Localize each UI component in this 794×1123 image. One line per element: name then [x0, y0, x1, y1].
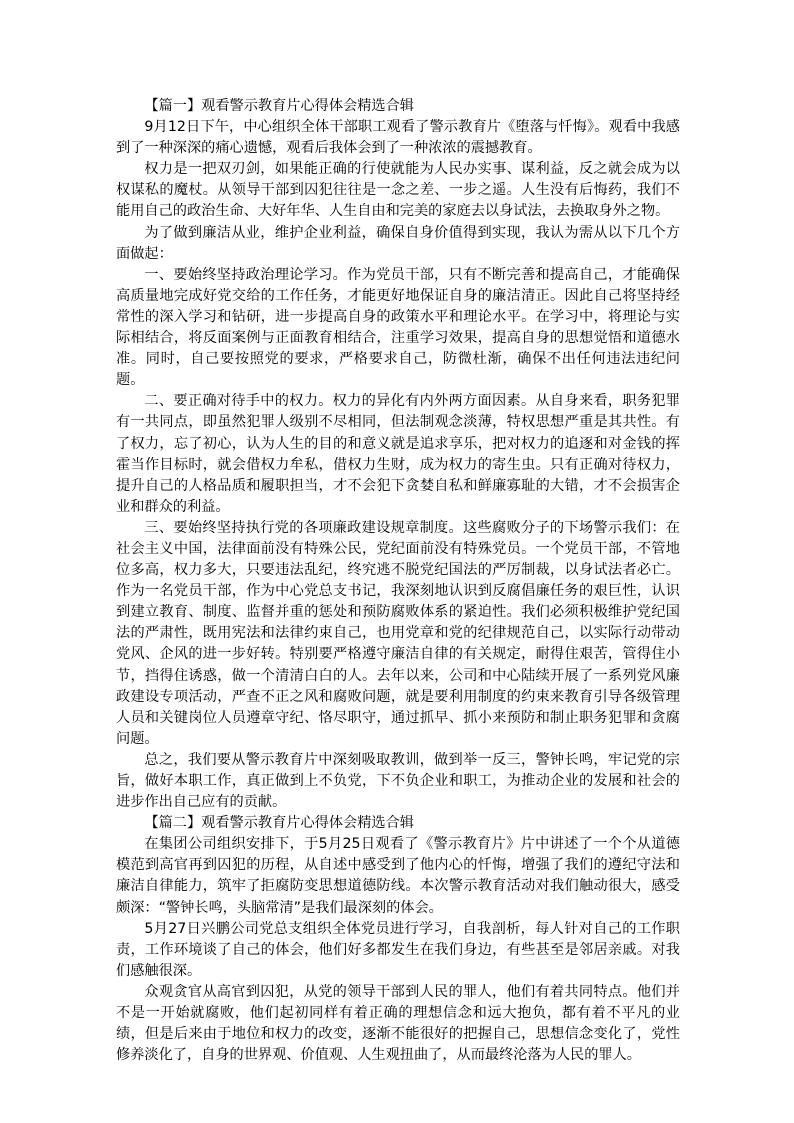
section-1-paragraph-6: 三、要始终坚持执行党的各项廉政建设规章制度。这些腐败分子的下场警示我们：在社会主义中国，法律面前没有特殊公民，党纪面前没有特殊党员。一个党员干部，不管地位多高，权力多大，只要违法乱纪，终究逃不脱党纪国法的严厉制裁，以身试法者必亡。作为一名党员干部，作为中心党总支书记，我深刻地认识到反腐倡廉任务的艰巨性，认识到建立教育、制度、监督并重的惩处和预防腐败体系的紧迫性。我们必须积极维护党纪国法的严肃性，既用宪法和法律约束自己，也用党章和党的纪律规范自己，以实际行动带动党风、企风的进一步好转。特别要严格遵守廉洁自律的有关规定，耐得住艰苦，管得住小节，挡得住诱惑，做一个清清白白的人。去年以来，公司和中心陆续开展了一系列党风廉政建设专项活动，严查不正之风和腐败问题，就是要利用制度的约束来教育引导各级管理人员和关键岗位人员遵章守纪、恪尽职守，通过抓早、抓小来预防和制止职务犯罪和贪腐问题。 [116, 519, 680, 747]
section-1-paragraph-1: 9月12日下午，中心组织全体干部职工观看了警示教育片《堕落与忏悔》。观看中我感到了一种深深的痛心遗憾，观看后我体会到了一种浓浓的震撼教育。 [116, 119, 680, 157]
section-2-title: 【篇二】观看警示教育片心得体会精选合辑 [144, 815, 414, 832]
section-1-paragraph-3: 为了做到廉洁从业，维护企业利益，确保自身价值得到实现，我认为需从以下几个方面做起： [116, 224, 680, 262]
section-2-paragraph-3: 众观贪官从高官到囚犯，从党的领导干部到人民的罪人，他们有着共同特点。他们并不是一开始就腐败，他们起初同样有着正确的理想信念和远大抱负，都有着不平凡的业绩，但是后来由于地位和权力的改变，逐渐不能很好的把握自己，思想信念变化了，党性修养淡化了，自身的世界观、价值观、人生观扭曲了，从而最终沦落为人民的罪人。 [116, 983, 680, 1064]
section-1-title: 【篇一】观看警示教育片心得体会精选合辑 [144, 98, 414, 114]
section-2-paragraph-1: 在集团公司组织安排下，于5月25日观看了《警示教育片》片中讲述了一个个从道德模范到高官再到囚犯的历程，从自述中感受到了他内心的忏悔，增强了我们的遵纪守法和廉洁自律能力，筑牢了拒腐防变思想道德防线。本次警示教育活动对我们触动很大，感受颇深：“警钟长鸣，头脑常清”是我们最深刻的体会。 [116, 836, 680, 916]
section-1-paragraph-5: 二、要正确对待手中的权力。权力的异化有内外两方面因素。从自身来看，职务犯罪有一共同点，即虽然犯罪人级别不尽相同，但法制观念淡薄，特权思想严重是其共性。有了权力，忘了初心，认为人生的目的和意义就是追求享乐，把对权力的追逐和对金钱的挥霍当作目标时，就会借权力牟私，借权力生财，成为权力的寄生虫。只有正确对待权力，提升自己的人格品质和履职担当，才不会犯下贪婪自私和鲜廉寡耻的大错，才不会损害企业和群众的利益。 [116, 393, 680, 515]
section-1-paragraph-2: 权力是一把双刃剑，如果能正确的行使就能为人民办实事、谋利益，反之就会成为以权谋私的魔杖。从领导干部到囚犯往往是一念之差、一步之遥。人生没有后悔药，我们不能用自己的政治生命、大好年华、人生自由和完美的家庭去以身试法，去换取身外之物。 [116, 161, 680, 220]
section-2-paragraph-2: 5月27日兴鹏公司党总支组织全体党员进行学习，自我剖析，每人针对自己的工作职责，工作环境谈了自己的体会，他们好多都发生在我们身边，有些甚至是邻居亲戚。对我们感触很深。 [116, 920, 680, 979]
section-1-paragraph-7: 总之，我们要从警示教育片中深刻吸取教训，做到举一反三，警钟长鸣，牢记党的宗旨，做好本职工作，真正做到上不负党，下不负企业和职工，为推动企业的发展和社会的进步作出自己应有的贡献。 [116, 751, 680, 811]
section-1-paragraph-4: 一、要始终坚持政治理论学习。作为党员干部，只有不断完善和提高自己，才能确保高质量地完成好党交给的工作任务，才能更好地保证自身的廉洁清正。因此自己将坚持经常性的深入学习和钻研，进一步提高自身的政策水平和理论水平。在学习中，将理论与实际相结合，将反面案例与正面教育相结合，注重学习效果，提高自身的思想觉悟和道德水准。同时，自己要按照党的要求，严格要求自己，防微杜渐，确保不出任何违法违纪问题。 [116, 266, 680, 389]
document-body [116, 96, 680, 1066]
